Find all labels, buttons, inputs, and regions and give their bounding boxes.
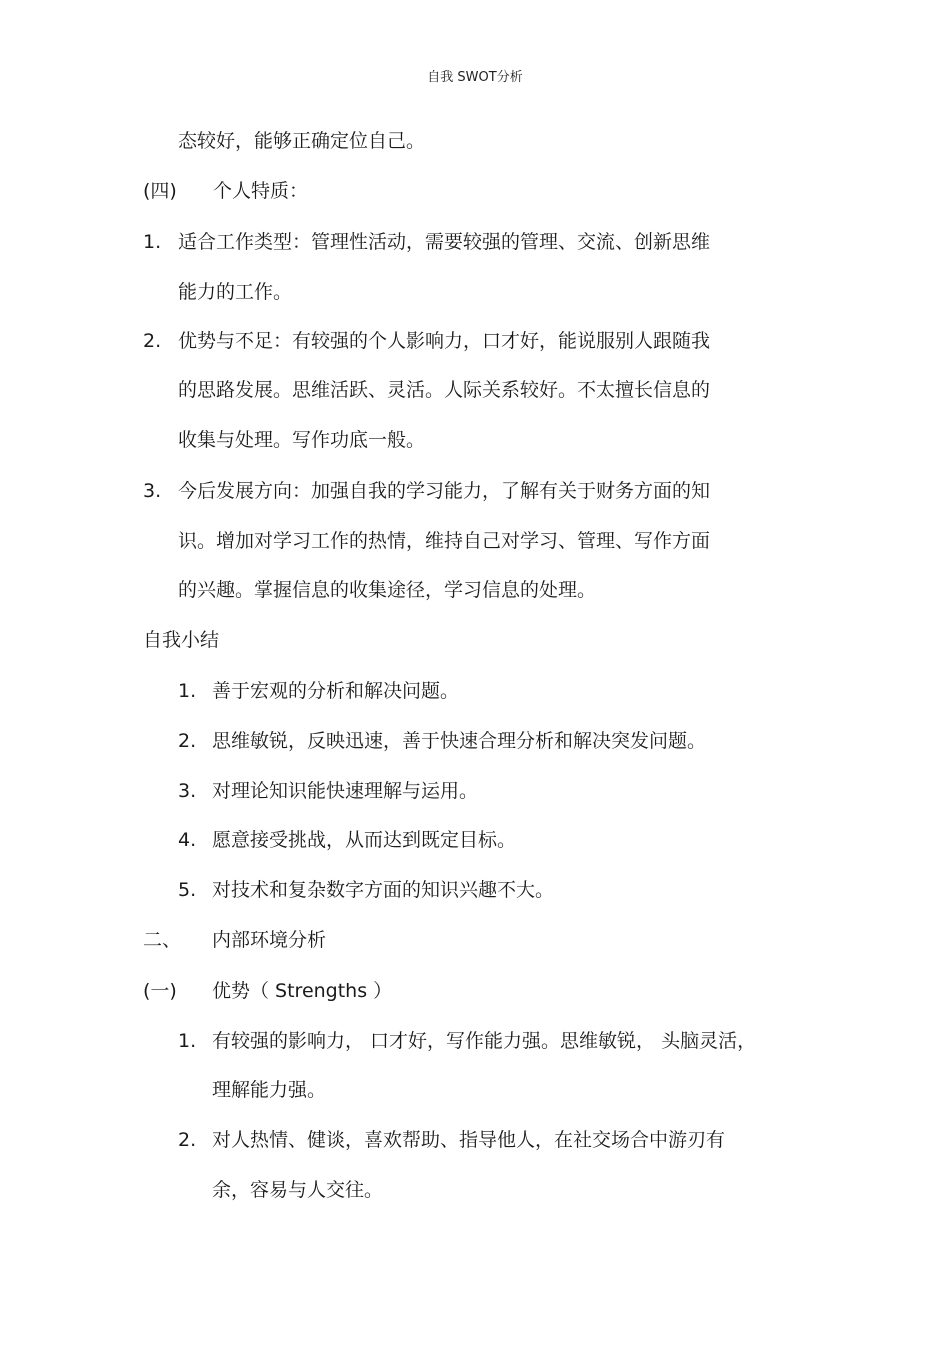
- list-text: 愿意接受挑战，从而达到既定目标。: [212, 829, 517, 851]
- list-text: 对技术和复杂数字方面的知识兴趣不大。: [212, 879, 555, 901]
- section-title: 优势（ Strengths ）: [212, 980, 393, 1002]
- section-number: (一): [143, 980, 177, 1002]
- list-number: 1.: [178, 680, 197, 702]
- list-number: 3.: [143, 480, 162, 502]
- list-number: 2.: [143, 330, 162, 352]
- list-item: [178, 778, 478, 804]
- text-line: 的思路发展。思维活跃、灵活。人际关系较好。不太擅长信息的: [178, 379, 711, 401]
- list-item: [178, 877, 554, 903]
- section-heading: [143, 927, 326, 953]
- list-number: 1.: [178, 1030, 197, 1052]
- list-text: 今后发展方向：加强自我的学习能力，了解有关于财务方面的知: [178, 480, 711, 502]
- list-text: 优势与不足：有较强的个人影响力，口才好，能说服别人跟随我: [178, 330, 711, 352]
- section-title: 内部环境分析: [212, 929, 327, 951]
- text-line: 的兴趣。掌握信息的收集途径，学习信息的处理。: [178, 579, 597, 601]
- list-item: [178, 827, 516, 853]
- text-line: 识。增加对学习工作的热情，维持自己对学习、管理、写作方面: [178, 530, 711, 552]
- list-item: [178, 678, 459, 704]
- section-title: 个人特质：: [213, 180, 309, 202]
- list-number: 2.: [178, 1129, 197, 1151]
- list-text: 适合工作类型：管理性活动，需要较强的管理、交流、创新思维: [178, 231, 711, 253]
- list-text: 对理论知识能快速理解与运用。: [212, 780, 479, 802]
- section-heading: [143, 178, 308, 204]
- text-line: 收集与处理。写作功底一般。: [178, 429, 426, 451]
- section-number: 二、: [143, 929, 182, 951]
- list-number: 4.: [178, 829, 197, 851]
- list-item: [178, 728, 706, 754]
- text-line: 态较好，能够正确定位自己。: [178, 130, 426, 152]
- list-text: 对人热情、健谈，喜欢帮助、指导他人，在社交场合中游刃有: [212, 1129, 726, 1151]
- list-item: [143, 328, 710, 354]
- text-line: 余，容易与人交往。: [212, 1179, 384, 1201]
- list-number: 1.: [143, 231, 162, 253]
- list-item: [178, 1028, 756, 1054]
- list-text: 思维敏锐，反映迅速，善于快速合理分析和解决突发问题。: [212, 730, 707, 752]
- page-header: 自我 SWOT分析: [427, 70, 523, 85]
- list-item: [178, 1127, 725, 1153]
- text-line: 理解能力强。: [212, 1079, 327, 1101]
- section-heading: 自我小结: [143, 629, 220, 651]
- list-text: 善于宏观的分析和解决问题。: [212, 680, 460, 702]
- section-number: (四): [143, 180, 177, 202]
- list-number: 2.: [178, 730, 197, 752]
- list-text: 有较强的影响力， 口才好，写作能力强。思维敏锐， 头脑灵活，: [212, 1030, 757, 1052]
- list-number: 5.: [178, 879, 197, 901]
- list-item: [143, 478, 710, 504]
- text-line: 能力的工作。: [178, 281, 293, 303]
- list-item: [143, 229, 710, 255]
- section-heading: [143, 978, 392, 1004]
- list-number: 3.: [178, 780, 197, 802]
